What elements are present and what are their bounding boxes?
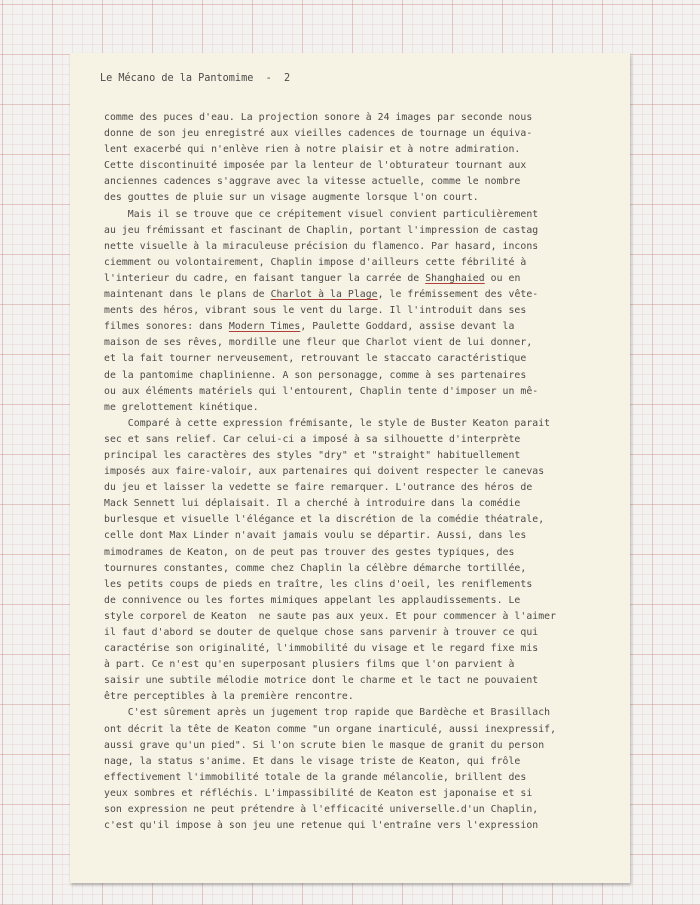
text-segment: comme des puces d'eau. La projection sonore à 24 images par seconde nous — [104, 112, 533, 123]
text-line — [104, 158, 616, 174]
text-line — [104, 368, 616, 384]
text-line — [104, 239, 616, 255]
underlined-title: Shanghaied — [425, 272, 485, 284]
text-segment: sec et sans relief. Car celui-ci a imposé à sa silhouette d'interprète — [104, 433, 521, 445]
text-segment: il faut d'abord se douter de quelque chose sans parvenir à trouver ce qui — [104, 627, 539, 638]
text-segment: principal les caractères des styles "dry" et "straight" habituellement — [104, 449, 521, 461]
text-segment: nage, la status s'anime. Et dans le visage triste de Keaton, qui frôle — [104, 755, 521, 767]
text-line — [104, 335, 616, 351]
text-line — [104, 625, 616, 641]
text-segment: effectivement l'immobilité totale de la grande mélancolie, brillent des — [104, 771, 527, 783]
text-segment: C'est sûrement après un jugement trop rapide que Bardèche et Brasillach — [104, 707, 551, 719]
text-line — [104, 577, 616, 593]
text-line — [104, 319, 616, 335]
text-segment: être perceptibles à la première rencontre. — [104, 691, 354, 703]
text-line — [104, 609, 616, 625]
text-line — [104, 448, 616, 464]
text-segment: ments des héros, vibrant sous le vent du large. Il l'introduit dans ses — [104, 305, 527, 317]
text-line — [104, 770, 616, 786]
text-segment: donne de son jeu enregistré aux vieilles cadences de tournage un équiva- — [104, 128, 533, 140]
text-line — [104, 673, 616, 689]
text-segment: me grelottement kinétique. — [104, 401, 259, 413]
text-segment: tournures constantes, comme chez Chaplin la célèbre démarche tortillée, — [104, 562, 527, 574]
text-line — [104, 271, 616, 287]
text-line — [104, 561, 616, 577]
text-line — [104, 641, 616, 657]
text-line — [104, 464, 616, 480]
text-segment: du jeu et laisser la vedette se faire remarquer. L'outrance des héros de — [104, 482, 533, 494]
text-line — [104, 142, 616, 158]
text-segment: lent exacerbé qui n'enlève rien à notre plaisir et à notre admiration. — [104, 144, 521, 156]
text-segment: aussi grave qu'un pied". Si l'on scrute bien le masque de granit du person — [104, 739, 545, 751]
text-line — [104, 496, 616, 512]
text-line — [104, 255, 616, 271]
text-segment: ciemment ou volontairement, Chaplin impose d'ailleurs cette fébrilité à — [104, 256, 527, 268]
text-segment: , Paulette Goddard, assise devant la — [300, 321, 515, 333]
text-line — [104, 400, 616, 416]
text-segment: maison de ses rêves, mordille une fleur que Charlot vient de lui donner, — [104, 337, 533, 349]
text-segment: l'interieur du cadre, en faisant tanguer la carrée de — [104, 272, 426, 284]
text-segment: Mack Sennett lui déplaisait. Il a cherché à introduire dans la comédie — [104, 498, 521, 510]
text-segment: Cette discontinuité imposée par la lenteur de l'obturateur tournant aux — [104, 160, 527, 172]
text-segment: saisir une subtile mélodie motrice dont le charme et le tact ne pouvaient — [104, 675, 539, 687]
underlined-title: Charlot à la Plage — [270, 289, 378, 301]
text-line — [104, 190, 616, 206]
text-segment: ont décrit la tête de Keaton comme "un organe inarticulé, aussi inexpressif, — [104, 723, 557, 735]
text-line — [104, 223, 616, 239]
text-segment: Mais il se trouve que ce crépitement visuel convient particulièrement — [104, 208, 539, 220]
text-line — [104, 545, 616, 561]
text-segment: son expression ne peut prétendre à l'efficacité universelle.d'un Chaplin, — [104, 804, 539, 816]
text-line — [104, 351, 616, 367]
text-segment: burlesque et visuelle l'élégance et la discrétion de la comédie théatrale, — [104, 514, 545, 526]
text-line — [104, 593, 616, 609]
text-segment: de connivence ou les fortes mimiques appelant les applaudissements. Le — [104, 594, 521, 606]
text-line — [104, 705, 616, 721]
text-segment: anciennes cadences s'aggrave avec la vitesse actuelle, comme le nombre — [104, 176, 521, 188]
text-line — [104, 432, 616, 448]
text-line — [104, 754, 616, 770]
page-header: Le Mécano de la Pantomime - 2 — [100, 73, 291, 84]
text-segment: style corporel de Keaton ne saute pas aux yeux. Et pour commencer à l'aimer — [104, 610, 557, 622]
text-segment: de la pantomime chaplinienne. A son personagge, comme à ses partenaires — [104, 369, 527, 381]
text-line — [104, 126, 616, 142]
text-line — [104, 528, 616, 544]
text-segment: yeux sombres et réfléchis. L'impassibilité de Keaton est japonaise et si — [104, 787, 533, 799]
text-segment: caractérise son originalité, l'immobilité du visage et le regard fixe mis — [104, 643, 539, 655]
text-line — [104, 657, 616, 673]
body-text — [104, 110, 616, 834]
text-segment: c'est qu'il impose à son jeu une retenue qui l'entraîne vers l'expression — [104, 820, 539, 832]
text-segment: , le frémissement des vête- — [377, 289, 539, 301]
text-segment: à part. Ce n'est qu'en superposant plusiers films que l'on parvient à — [104, 659, 515, 671]
text-segment: filmes sonores: dans — [104, 321, 229, 333]
text-line — [104, 174, 616, 190]
text-line — [104, 207, 616, 223]
text-segment: celle dont Max Linder n'avait jamais voulu se départir. Aussi, dans les — [104, 530, 527, 542]
text-line — [104, 689, 616, 705]
text-segment: ou en — [484, 272, 521, 284]
underlined-title: Modern Times — [228, 321, 301, 333]
text-line — [104, 416, 616, 432]
text-segment: des gouttes de pluie sur un visage augmente lorsque l'on court. — [104, 192, 479, 204]
text-segment: au jeu frémissant et fascinant de Chaplin, portant l'impression de castag — [104, 224, 539, 236]
text-line — [104, 384, 616, 400]
text-line — [104, 786, 616, 802]
text-line — [104, 818, 616, 834]
text-segment: imposés aux faire-valoir, aux partenaires qui doivent respecter le canevas — [104, 466, 545, 478]
typed-page — [70, 53, 630, 883]
text-segment: les petits coups de pieds en traître, les clins d'oeil, les reniflements — [104, 578, 533, 590]
text-segment: Comparé à cette expression frémisante, le style de Buster Keaton parait — [104, 417, 551, 429]
text-line — [104, 480, 616, 496]
text-segment: mimodrames de Keaton, on de peut pas trouver des gestes typiques, des — [104, 546, 515, 558]
text-segment: ou aux éléments matériels qui l'entourent, Chaplin tente d'imposer un mê- — [104, 385, 539, 397]
text-segment: nette visuelle à la miraculeuse précision du flamenco. Par hasard, incons — [104, 240, 539, 252]
text-line — [104, 303, 616, 319]
text-line — [104, 722, 616, 738]
text-line — [104, 512, 616, 528]
text-segment: maintenant dans le plans de — [104, 289, 271, 301]
text-line — [104, 287, 616, 303]
text-segment: et la fait tourner nerveusement, retrouvant le staccato caractéristique — [104, 353, 527, 365]
text-line — [104, 110, 616, 126]
text-line — [104, 802, 616, 818]
text-line — [104, 738, 616, 754]
